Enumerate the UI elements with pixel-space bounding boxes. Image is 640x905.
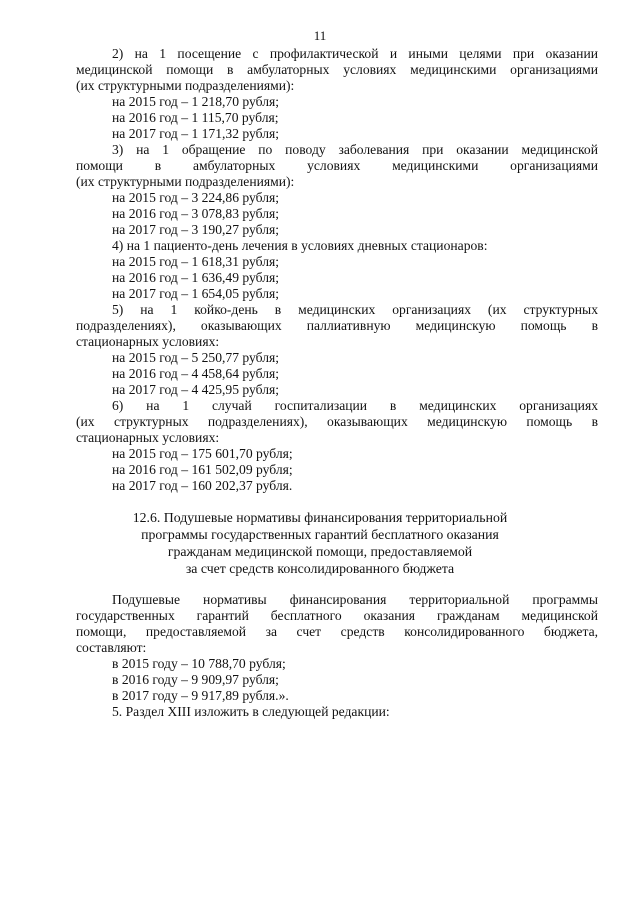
item-4-year-2017: на 2017 год – 1 654,05 рубля; (112, 286, 280, 301)
section-para-line-4: составляют: (76, 640, 147, 655)
item-5-year-2015: на 2015 год – 5 250,77 рубля; (112, 350, 280, 365)
closing-line: 5. Раздел XIII изложить в следующей редакции: (112, 704, 390, 719)
item-5-line-3: стационарных условиях: (76, 334, 220, 349)
item-5-year-2016: на 2016 год – 4 458,64 рубля; (112, 366, 280, 381)
item-3-line-3: (их структурными подразделениями): (76, 174, 295, 189)
item-3-year-2015: на 2015 год – 3 224,86 рубля; (112, 190, 280, 205)
section-year-2017: в 2017 году – 9 917,89 рубля.». (112, 688, 289, 703)
item-5-line-2: подразделениях), оказывающих паллиативную медицинскую помощь в (76, 318, 598, 333)
item-3-line-2: помощи в амбулаторных условиях медицинскими организациями (76, 158, 598, 173)
item-2-line-3: (их структурными подразделениями): (76, 78, 295, 93)
item-4-year-2016: на 2016 год – 1 636,49 рубля; (112, 270, 280, 285)
item-4-year-2015: на 2015 год – 1 618,31 рубля; (112, 254, 280, 269)
item-2-year-2017: на 2017 год – 1 171,32 рубля; (112, 126, 280, 141)
item-6-year-2016: на 2016 год – 161 502,09 рубля; (112, 462, 293, 477)
section-title-line-1: 12.6. Подушевые нормативы финансирования территориальной (132, 510, 508, 525)
item-2-line-1: 2) на 1 посещение с профилактической и иными целями при оказании (112, 46, 598, 61)
item-6-line-1: 6) на 1 случай госпитализации в медицинских организациях (112, 398, 598, 413)
section-title-line-4: за счет средств консолидированного бюджета (185, 561, 455, 576)
item-2-year-2016: на 2016 год – 1 115,70 рубля; (112, 110, 279, 125)
item-4-line-1: 4) на 1 пациенто-день лечения в условиях дневных стационаров: (112, 238, 488, 253)
item-5-line-1: 5) на 1 койко-день в медицинских организациях (их структурных (112, 302, 598, 317)
item-2-line-2: медицинской помощи в амбулаторных условиях медицинскими организациями (76, 62, 598, 77)
item-2-year-2015: на 2015 год – 1 218,70 рубля; (112, 94, 280, 109)
section-title-line-2: программы государственных гарантий бесплатного оказания (141, 527, 499, 542)
section-year-2016: в 2016 году – 9 909,97 рубля; (112, 672, 279, 687)
section-para-line-2: государственных гарантий бесплатного оказания гражданам медицинской (76, 608, 598, 623)
item-3-year-2017: на 2017 год – 3 190,27 рубля; (112, 222, 280, 237)
item-5-year-2017: на 2017 год – 4 425,95 рубля; (112, 382, 280, 397)
item-3-year-2016: на 2016 год – 3 078,83 рубля; (112, 206, 280, 221)
section-year-2015: в 2015 году – 10 788,70 рубля; (112, 656, 286, 671)
item-6-year-2015: на 2015 год – 175 601,70 рубля; (112, 446, 293, 461)
page-number: 11 (313, 28, 327, 43)
item-6-year-2017: на 2017 год – 160 202,37 рубля. (112, 478, 293, 493)
item-3-line-1: 3) на 1 обращение по поводу заболевания при оказании медицинской (112, 142, 598, 157)
section-para-line-3: помощи, предоставляемой за счет средств консолидированного бюджета, (76, 624, 598, 639)
item-6-line-3: стационарных условиях: (76, 430, 220, 445)
section-para-line-1: Подушевые нормативы финансирования территориальной программы (112, 592, 598, 607)
item-6-line-2: (их структурных подразделениях), оказывающих медицинскую помощь в (76, 414, 598, 429)
section-title-line-3: гражданам медицинской помощи, предоставляемой (167, 544, 473, 559)
